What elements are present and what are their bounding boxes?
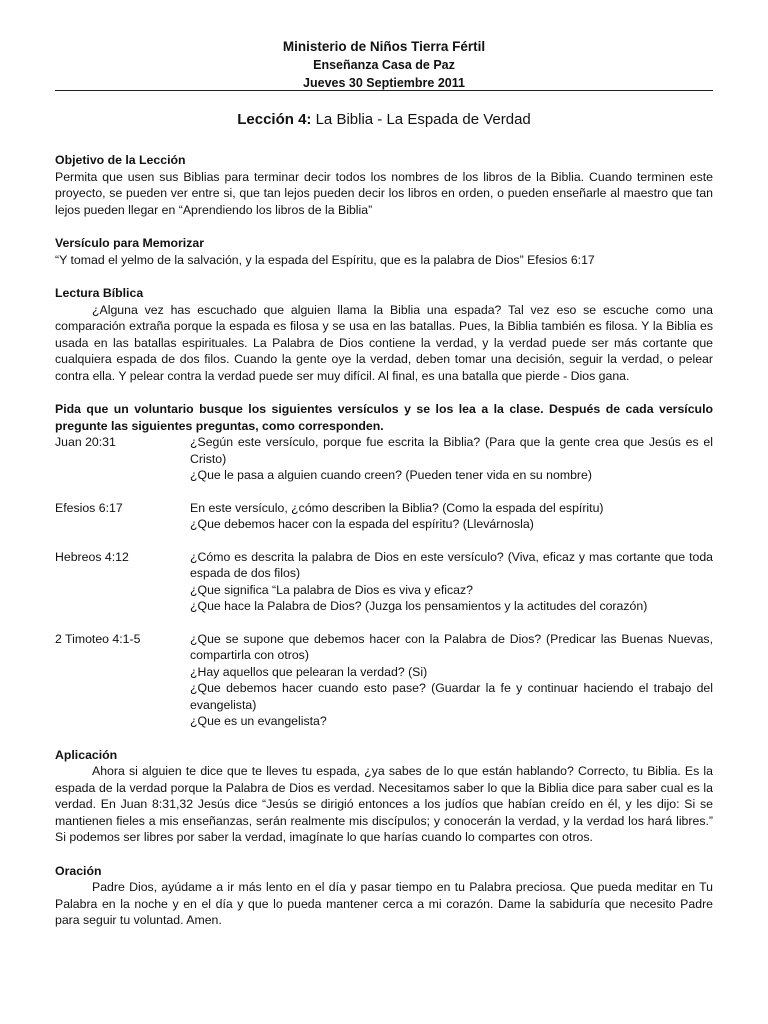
memory-verse-heading: Versículo para Memorizar (55, 236, 204, 250)
bible-reading-text: ¿Alguna vez has escuchado que alguien llama la Biblia una espada? Tal vez eso se escuche como una comparación extraña porque la espada es filosa y se usa en las batallas. Pues, la Biblia también es filosa. Y la Biblia es usada en las batallas espirituales. La Palabra de Dios contiene la verdad, y la verdad puede ser más cortante que cualquiera espada de dos filos. Cuando la gente oye la verdad, deben tomar una decisión, seguir la verdad, o pelear contra ella. Y pelear contra la verdad puede ser muy difícil. Al final, es una batalla que pierde - Dios gana. (55, 302, 713, 383)
verse-question: ¿Cómo es descrita la palabra de Dios en este versículo? (Viva, eficaz y mas cortante que toda espada de dos filos) (190, 549, 713, 580)
verse-question: ¿Según este versículo, porque fue escrita la Biblia? (Para que la gente crea que Jesús es el Cristo) (190, 435, 713, 466)
verse-question: ¿Que se supone que debemos hacer con la Palabra de Dios? (Predicar las Buenas Nuevas, compartirla con otros) (190, 631, 713, 662)
document-header (55, 38, 713, 92)
header-divider (55, 90, 713, 91)
objective-text: Permita que usen sus Biblias para terminar decir todos los nombres de los libros de la Biblia. Cuando terminen este proyecto, se pueden ver entre si, que tan lejos pueden decir los libros en orden, o pueden enseñarle al maestro que tan lejos pueden llegar en “Aprendiendo los libros de la Biblia” (55, 169, 713, 217)
lesson-name: La Biblia - La Espada de Verdad (315, 111, 531, 128)
verse-question: ¿Hay aquellos que pelearan la verdad? (Si) (190, 664, 428, 679)
memory-verse-text: “Y tomad el yelmo de la salvación, y la espada del Espíritu, que es la palabra de Dios” Efesios 6:17 (55, 252, 595, 267)
verse-row-hebreos (55, 549, 713, 615)
verse-reference: Juan 20:31 (55, 435, 116, 449)
verse-row-timoteo (55, 631, 713, 730)
prayer-text: Padre Dios, ayúdame a ir más lento en el día y pasar tiempo en tu Palabra preciosa. Que pueda meditar en Tu Palabra en la noche y en el día y que lo pueda mantener cerca a mi corazón. Dame la sabiduría que necesito Padre para seguir tu voluntad. Amen. (55, 880, 713, 927)
verse-reference: Efesios 6:17 (55, 500, 123, 515)
prayer-heading: Oración (55, 863, 102, 878)
teaching-subtitle: Enseñanza Casa de Paz (313, 58, 455, 72)
volunteer-instruction: Pida que un voluntario busque los siguientes versículos y se los lea a la clase. Después de cada versículo pregunte las siguientes preguntas, como corresponden. (55, 402, 713, 433)
lesson-title (55, 110, 713, 130)
verse-questions (55, 434, 713, 730)
verse-question: ¿Que hace la Palabra de Dios? (Juzga los pensamientos y la actitudes del corazón) (190, 599, 648, 613)
verse-row-efesios (55, 500, 713, 533)
verse-question: En este versículo, ¿cómo describen la Biblia? (Como la espada del espíritu) (190, 500, 604, 515)
bible-reading-heading: Lectura Bíblica (55, 286, 144, 300)
verse-question: ¿Que significa “La palabra de Dios es viva y eficaz? (190, 582, 473, 597)
application-text: Ahora si alguien te dice que te lleves tu espada, ¿ya sabes de lo que están hablando? Correcto, tu Biblia. Es la espada de la verdad porque la Palabra de Dios es verdad. Necesitamos saber lo que la Biblia dice para saber cual es la verdad. En Juan 8:31,32 Jesús dice “Jesús se dirigió entonces a los judíos que habían creído en él, y les dijo: Si se mantienen fieles a mis enseñanzas, serán realmente mis discípulos; y conocerán la verdad, y la verdad los hará libres.” Si podemos ser libres por saber la verdad, imagínate lo que harías cuando lo compartes con otros. (55, 764, 713, 844)
verse-question: ¿Que le pasa a alguien cuando creen? (Pueden tener vida en su nombre) (190, 468, 592, 482)
verse-reference: Hebreos 4:12 (55, 549, 129, 564)
verse-row-juan (55, 434, 713, 484)
objective-heading: Objetivo de la Lección (55, 153, 186, 167)
ministry-title: Ministerio de Niños Tierra Fértil (282, 39, 486, 54)
lesson-content (55, 152, 713, 929)
lesson-date: Jueves 30 Septiembre 2011 (303, 76, 465, 90)
application-heading: Aplicación (55, 747, 118, 762)
verse-reference: 2 Timoteo 4:1-5 (55, 631, 141, 646)
verse-question: ¿Que debemos hacer cuando esto pase? (Guardar la fe y continuar haciendo el trabajo del evangelista) (190, 681, 713, 712)
verse-question: ¿Que es un evangelista? (190, 714, 327, 728)
verse-question: ¿Que debemos hacer con la espada del espíritu? (Llevárnosla) (190, 517, 534, 531)
lesson-number: Lección 4: (237, 111, 312, 128)
